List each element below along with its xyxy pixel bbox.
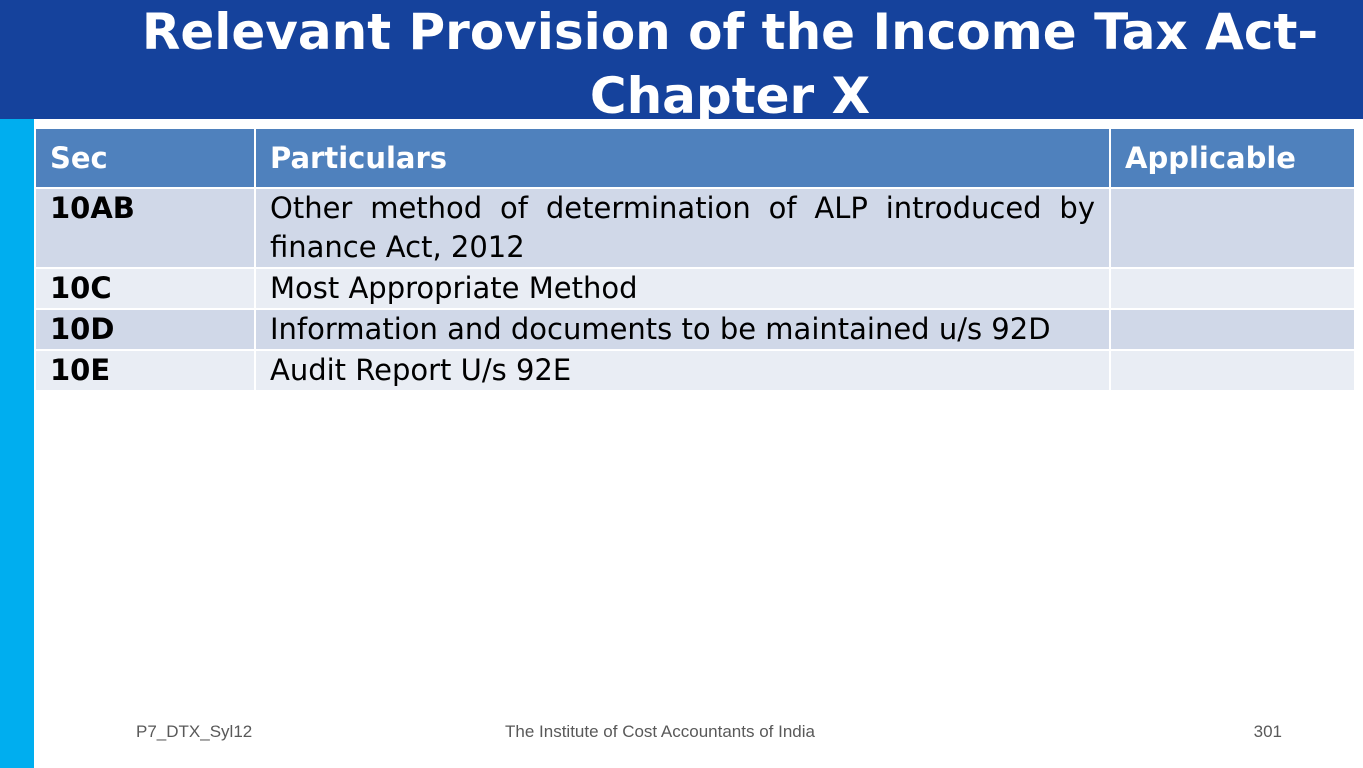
left-accent-bar [0, 119, 34, 768]
cell-sec: 10AB [35, 188, 255, 268]
cell-sec: 10D [35, 309, 255, 350]
cell-sec: 10E [35, 350, 255, 391]
footer-course-code: P7_DTX_Syl12 [136, 722, 253, 741]
cell-particulars: Audit Report U/s 92E [255, 350, 1110, 391]
cell-applicable [1110, 350, 1355, 391]
footer-institute-name: The Institute of Cost Accountants of India [505, 722, 815, 741]
cell-sec: 10C [35, 268, 255, 309]
slide-title-line-2: Chapter X [589, 67, 871, 125]
column-header-applicable: Applicable [1110, 128, 1355, 188]
cell-applicable [1110, 309, 1355, 350]
table-header-row [35, 128, 1355, 188]
cell-applicable [1110, 188, 1355, 268]
cell-particulars: Most Appropriate Method [255, 268, 1110, 309]
cell-particulars: Other method of determination of ALP introduced by finance Act, 2012 [255, 188, 1110, 268]
column-header-sec: Sec [35, 128, 255, 188]
slide-title-line-1: Relevant Provision of the Income Tax Act- [141, 3, 1319, 61]
table-row [35, 188, 1355, 268]
column-header-particulars: Particulars [255, 128, 1110, 188]
provisions-table [34, 127, 1356, 392]
cell-applicable [1110, 268, 1355, 309]
cell-particulars: Information and documents to be maintained u/s 92D [255, 309, 1110, 350]
table-row [35, 350, 1355, 391]
slide-title [120, 0, 1340, 128]
title-bar [0, 0, 1363, 125]
table-row [35, 268, 1355, 309]
footer-page-number: 301 [1253, 722, 1282, 741]
table-row [35, 309, 1355, 350]
